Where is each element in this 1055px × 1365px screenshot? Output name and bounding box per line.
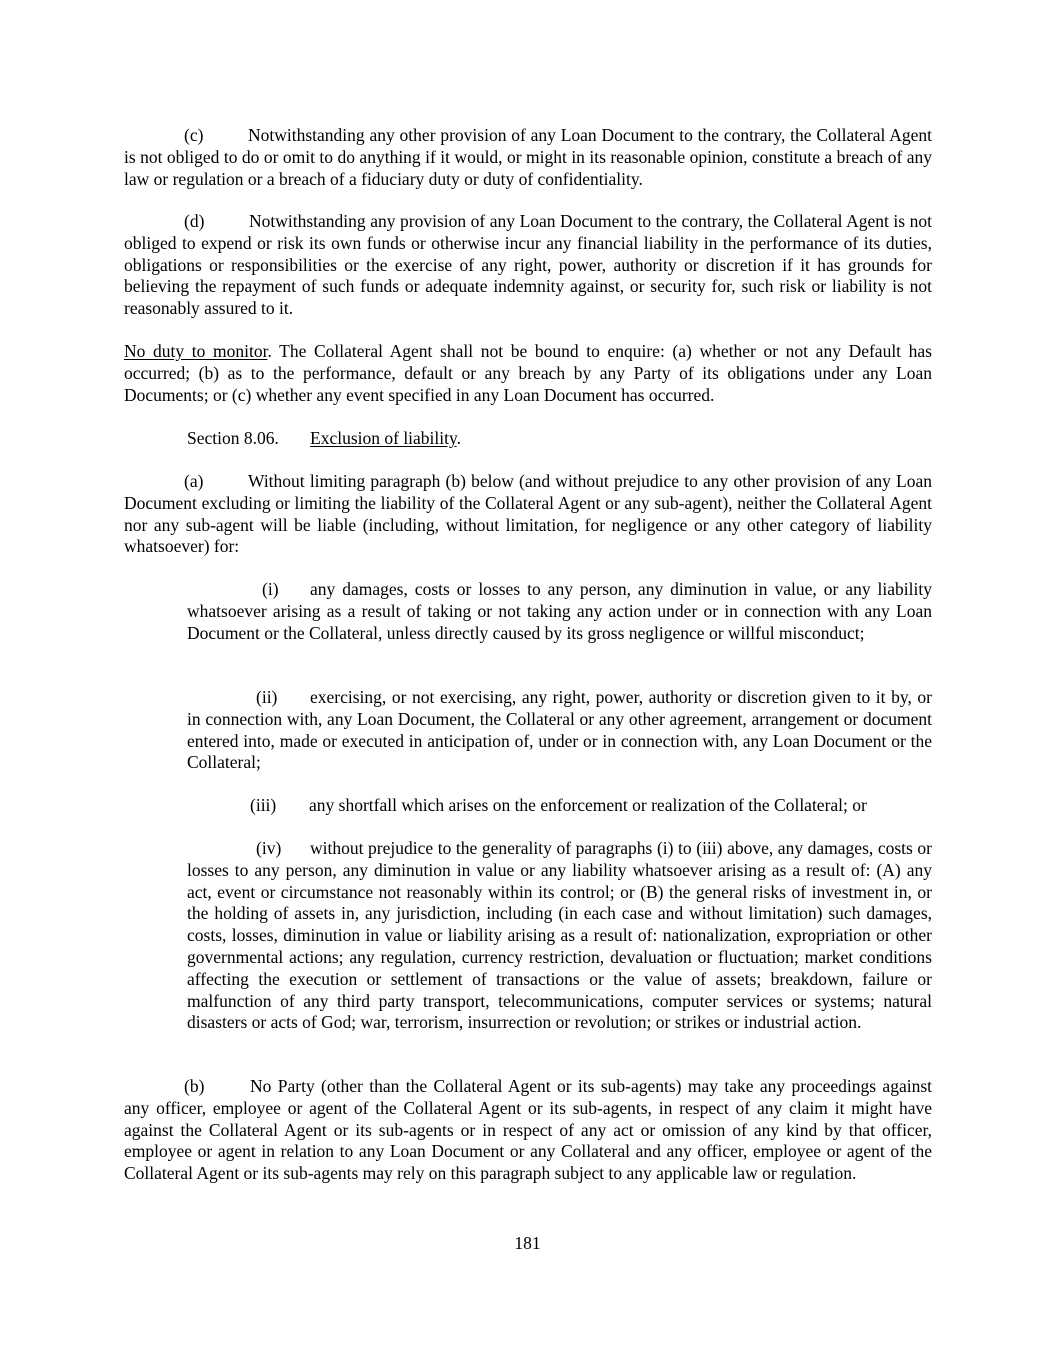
- section-heading: [187, 428, 461, 450]
- subparagraph-iii: [187, 795, 932, 817]
- paragraph-c: [124, 125, 932, 190]
- subparagraph-ii-label: (ii): [256, 687, 278, 707]
- paragraph-a: [124, 471, 932, 558]
- section-title: Exclusion of liability: [310, 428, 457, 448]
- subparagraph-ii-text: exercising, or not exercising, any right, power, authority or discretion given to it by, or in connection with, any Loan Document, the Collateral or any other agreement, arrangement or document entered into, made or executed in anticipation of, under or in connection with, any Loan Document or the Collateral;: [187, 687, 932, 773]
- paragraph-d-text: Notwithstanding any provision of any Loan Document to the contrary, the Collateral Agent is not obliged to expend or risk its own funds or otherwise incur any financial liability in the performance of its duties, obligations or responsibilities or the exercise of any right, power, authority or discretion if it has grounds for believing the repayment of such funds or adequate indemnity against, or security for, such risk or liability is not reasonably assured to it.: [124, 211, 932, 319]
- subparagraph-iii-text: any shortfall which arises on the enforcement or realization of the Collateral; or: [309, 795, 867, 815]
- no-duty-heading: No duty to monitor: [124, 341, 268, 361]
- section-title-period: .: [456, 428, 461, 448]
- paragraph-a-text: Without limiting paragraph (b) below (and without prejudice to any other provision of any Loan Document excluding or limiting the liability of the Collateral Agent or any sub-agent), neither the Collateral Agent nor any sub-agent will be liable (including, without limitation, for negligence or any other category of liability whatsoever) for:: [124, 471, 932, 557]
- subparagraph-ii: [187, 687, 932, 774]
- subparagraph-iii-label: (iii): [250, 795, 277, 815]
- subparagraph-i-label: (i): [262, 579, 279, 599]
- paragraph-a-label: (a): [184, 471, 204, 491]
- paragraph-c-label: (c): [184, 125, 204, 145]
- paragraph-b-text: No Party (other than the Collateral Agent or its sub-agents) may take any proceedings against any officer, employee or agent of the Collateral Agent or its sub-agents, in respect of any claim it might have against the Collateral Agent or its sub-agents or in respect of any act or omission of any kind by that officer, employee or agent in relation to any Loan Document or any Collateral and any officer, employee or agent of the Collateral Agent or its sub-agents may rely on this paragraph subject to any applicable law or regulation.: [124, 1076, 932, 1184]
- paragraph-c-text: Notwithstanding any other provision of any Loan Document to the contrary, the Collateral Agent is not obliged to do or omit to do anything if it would, or might in its reasonable opinion, constitute a breach of any law or regulation or a breach of a fiduciary duty or duty of confidentiality.: [124, 125, 932, 189]
- subparagraph-i: [187, 579, 932, 644]
- page-number: 181: [514, 1233, 541, 1253]
- paragraph-b-label: (b): [184, 1076, 205, 1096]
- paragraph-d: [124, 211, 932, 320]
- subparagraph-iv: [187, 838, 932, 1034]
- paragraph-b: [124, 1076, 932, 1185]
- section-number: Section 8.06.: [187, 428, 279, 448]
- paragraph-d-label: (d): [184, 211, 205, 231]
- subparagraph-i-text: any damages, costs or losses to any person, any diminution in value, or any liability whatsoever arising as a result of taking or not taking any action under or in connection with any Loan Document or the Collateral, unless directly caused by its gross negligence or willful misconduct;: [187, 579, 932, 643]
- no-duty-paragraph: [124, 341, 932, 406]
- no-duty-text: . The Collateral Agent shall not be bound to enquire: (a) whether or not any Default has occurred; (b) as to the performance, default or any breach by any Party of its obligations under any Loan Documents; or (c) whether any event specified in any Loan Document has occurred.: [124, 341, 932, 405]
- subparagraph-iv-label: (iv): [256, 838, 282, 858]
- subparagraph-iv-text: without prejudice to the generality of paragraphs (i) to (iii) above, any damages, costs or losses to any person, any diminution in value or any liability whatsoever arising as a result of: (A) any act, event or circumstance not reasonably within its control; or (B) the general risks of investment in, or the holding of assets in, any jurisdiction, including (in each case and without limitation) such damages, costs, losses, diminution in value or liability arising as a result of: nationalization, expropriation or other governmental actions; any regulation, currency restriction, devaluation or fluctuation; market conditions affecting the execution or settlement of transactions or the value of assets; breakdown, failure or malfunction of any third party transport, telecommunications, computer services or systems; natural disasters or acts of God; war, terrorism, insurrection or revolution; or strikes or industrial action.: [187, 838, 932, 1033]
